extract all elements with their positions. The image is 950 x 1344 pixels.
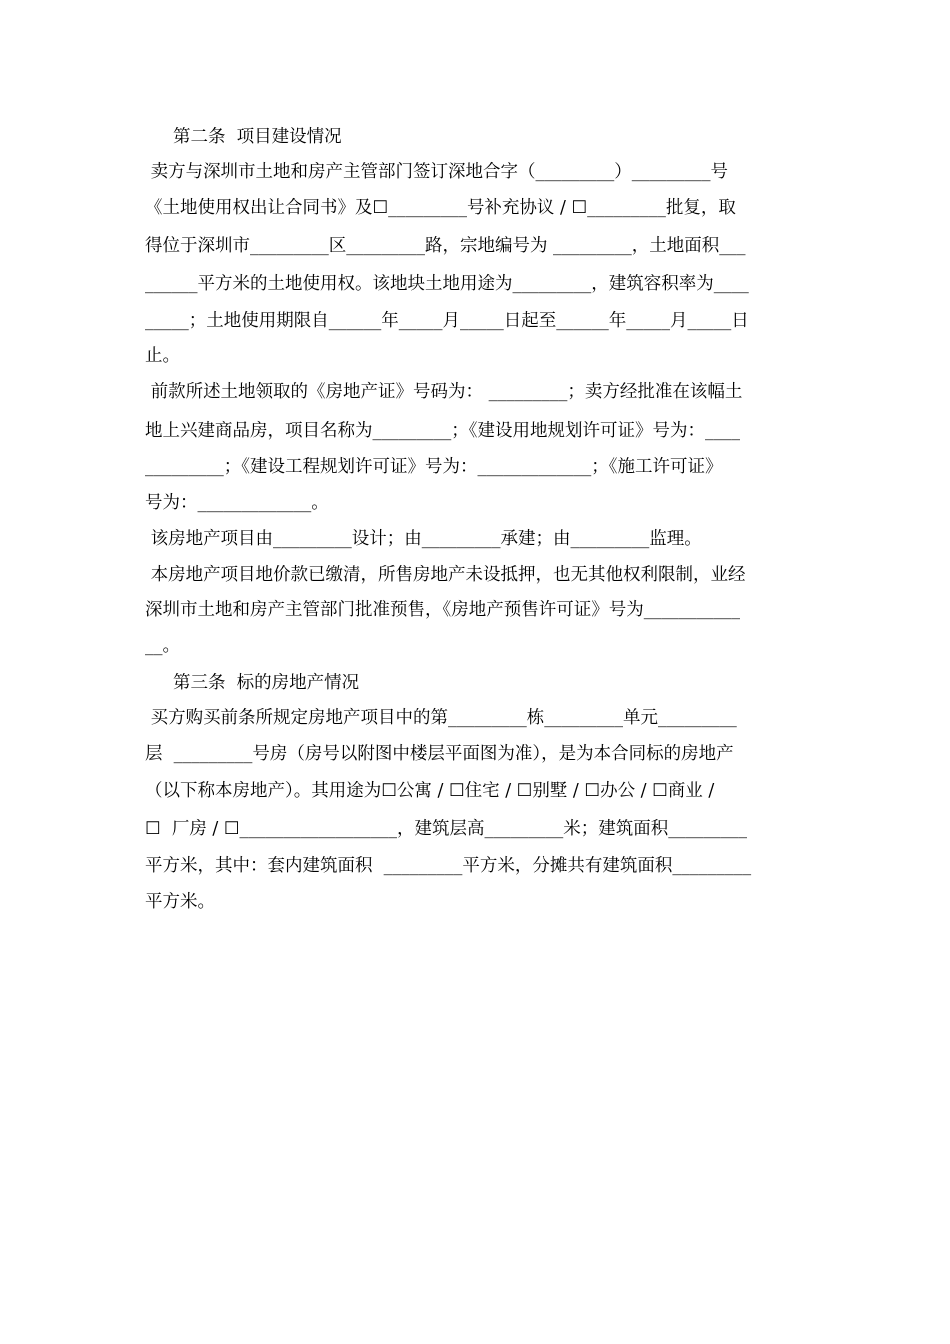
article-2-line-14: __。	[145, 636, 180, 656]
article-2-line-13: 深圳市土地和房产主管部门批准预售，《房地产预售许可证》号为___________	[145, 600, 740, 620]
article-2-line-9: _________；《建设工程规划许可证》号为：_____________；《施工许可证》	[145, 457, 723, 477]
article-2-line-2: 《土地使用权出让合同书》及☐_________号补充协议 / ☐_________批复，取	[145, 198, 736, 218]
article-3-heading: 第三条 标的房地产情况	[173, 673, 360, 693]
article-3-line-3: （以下称本房地产）。其用途为☐公寓 / ☐住宅 / ☐别墅 / ☐办公 / ☐商业 /	[145, 781, 715, 801]
article-2-line-3: 得位于深圳市_________区_________路，宗地编号为 _________，土地面积___	[145, 236, 746, 256]
article-3-line-5: 平方米，其中：套内建筑面积 _________平方米，分摊共有建筑面积_________	[145, 856, 752, 876]
article-2-line-8: 地上兴建商品房，项目名称为_________；《建设用地规划许可证》号为：____	[145, 421, 740, 441]
article-2-line-6: 止。	[145, 346, 180, 366]
article-3-line-2: 层 _________号房（房号以附图中楼层平面图为准），是为本合同标的房地产	[145, 744, 734, 764]
article-2-line-10: 号为：_____________。	[145, 493, 329, 513]
article-2-line-7: 前款所述土地领取的《房地产证》号码为： _________；卖方经批准在该幅土	[145, 382, 743, 402]
article-2-line-4: ______平方米的土地使用权。该地块土地用途为_________，建筑容积率为____	[145, 274, 749, 294]
article-2-line-11: 该房地产项目由_________设计；由_________承建；由_________监理。	[145, 529, 702, 549]
article-2-line-1: 卖方与深圳市土地和房产主管部门签订深地合字（_________）_________号	[145, 162, 729, 182]
article-2-line-12: 本房地产项目地价款已缴清，所售房地产未设抵押，也无其他权利限制，业经	[145, 565, 746, 585]
article-2-line-5: _____；土地使用期限自______年_____月_____日起至______年_____月_____日	[145, 311, 749, 331]
article-3-line-1: 买方购买前条所规定房地产项目中的第_________栋_________单元_________	[145, 708, 737, 728]
article-3-line-4: ☐ 厂房 / ☐__________________，建筑层高_________米；建筑面积_________	[145, 819, 748, 839]
article-3-line-6: 平方米。	[145, 892, 215, 912]
article-2-heading: 第二条 项目建设情况	[173, 127, 342, 147]
